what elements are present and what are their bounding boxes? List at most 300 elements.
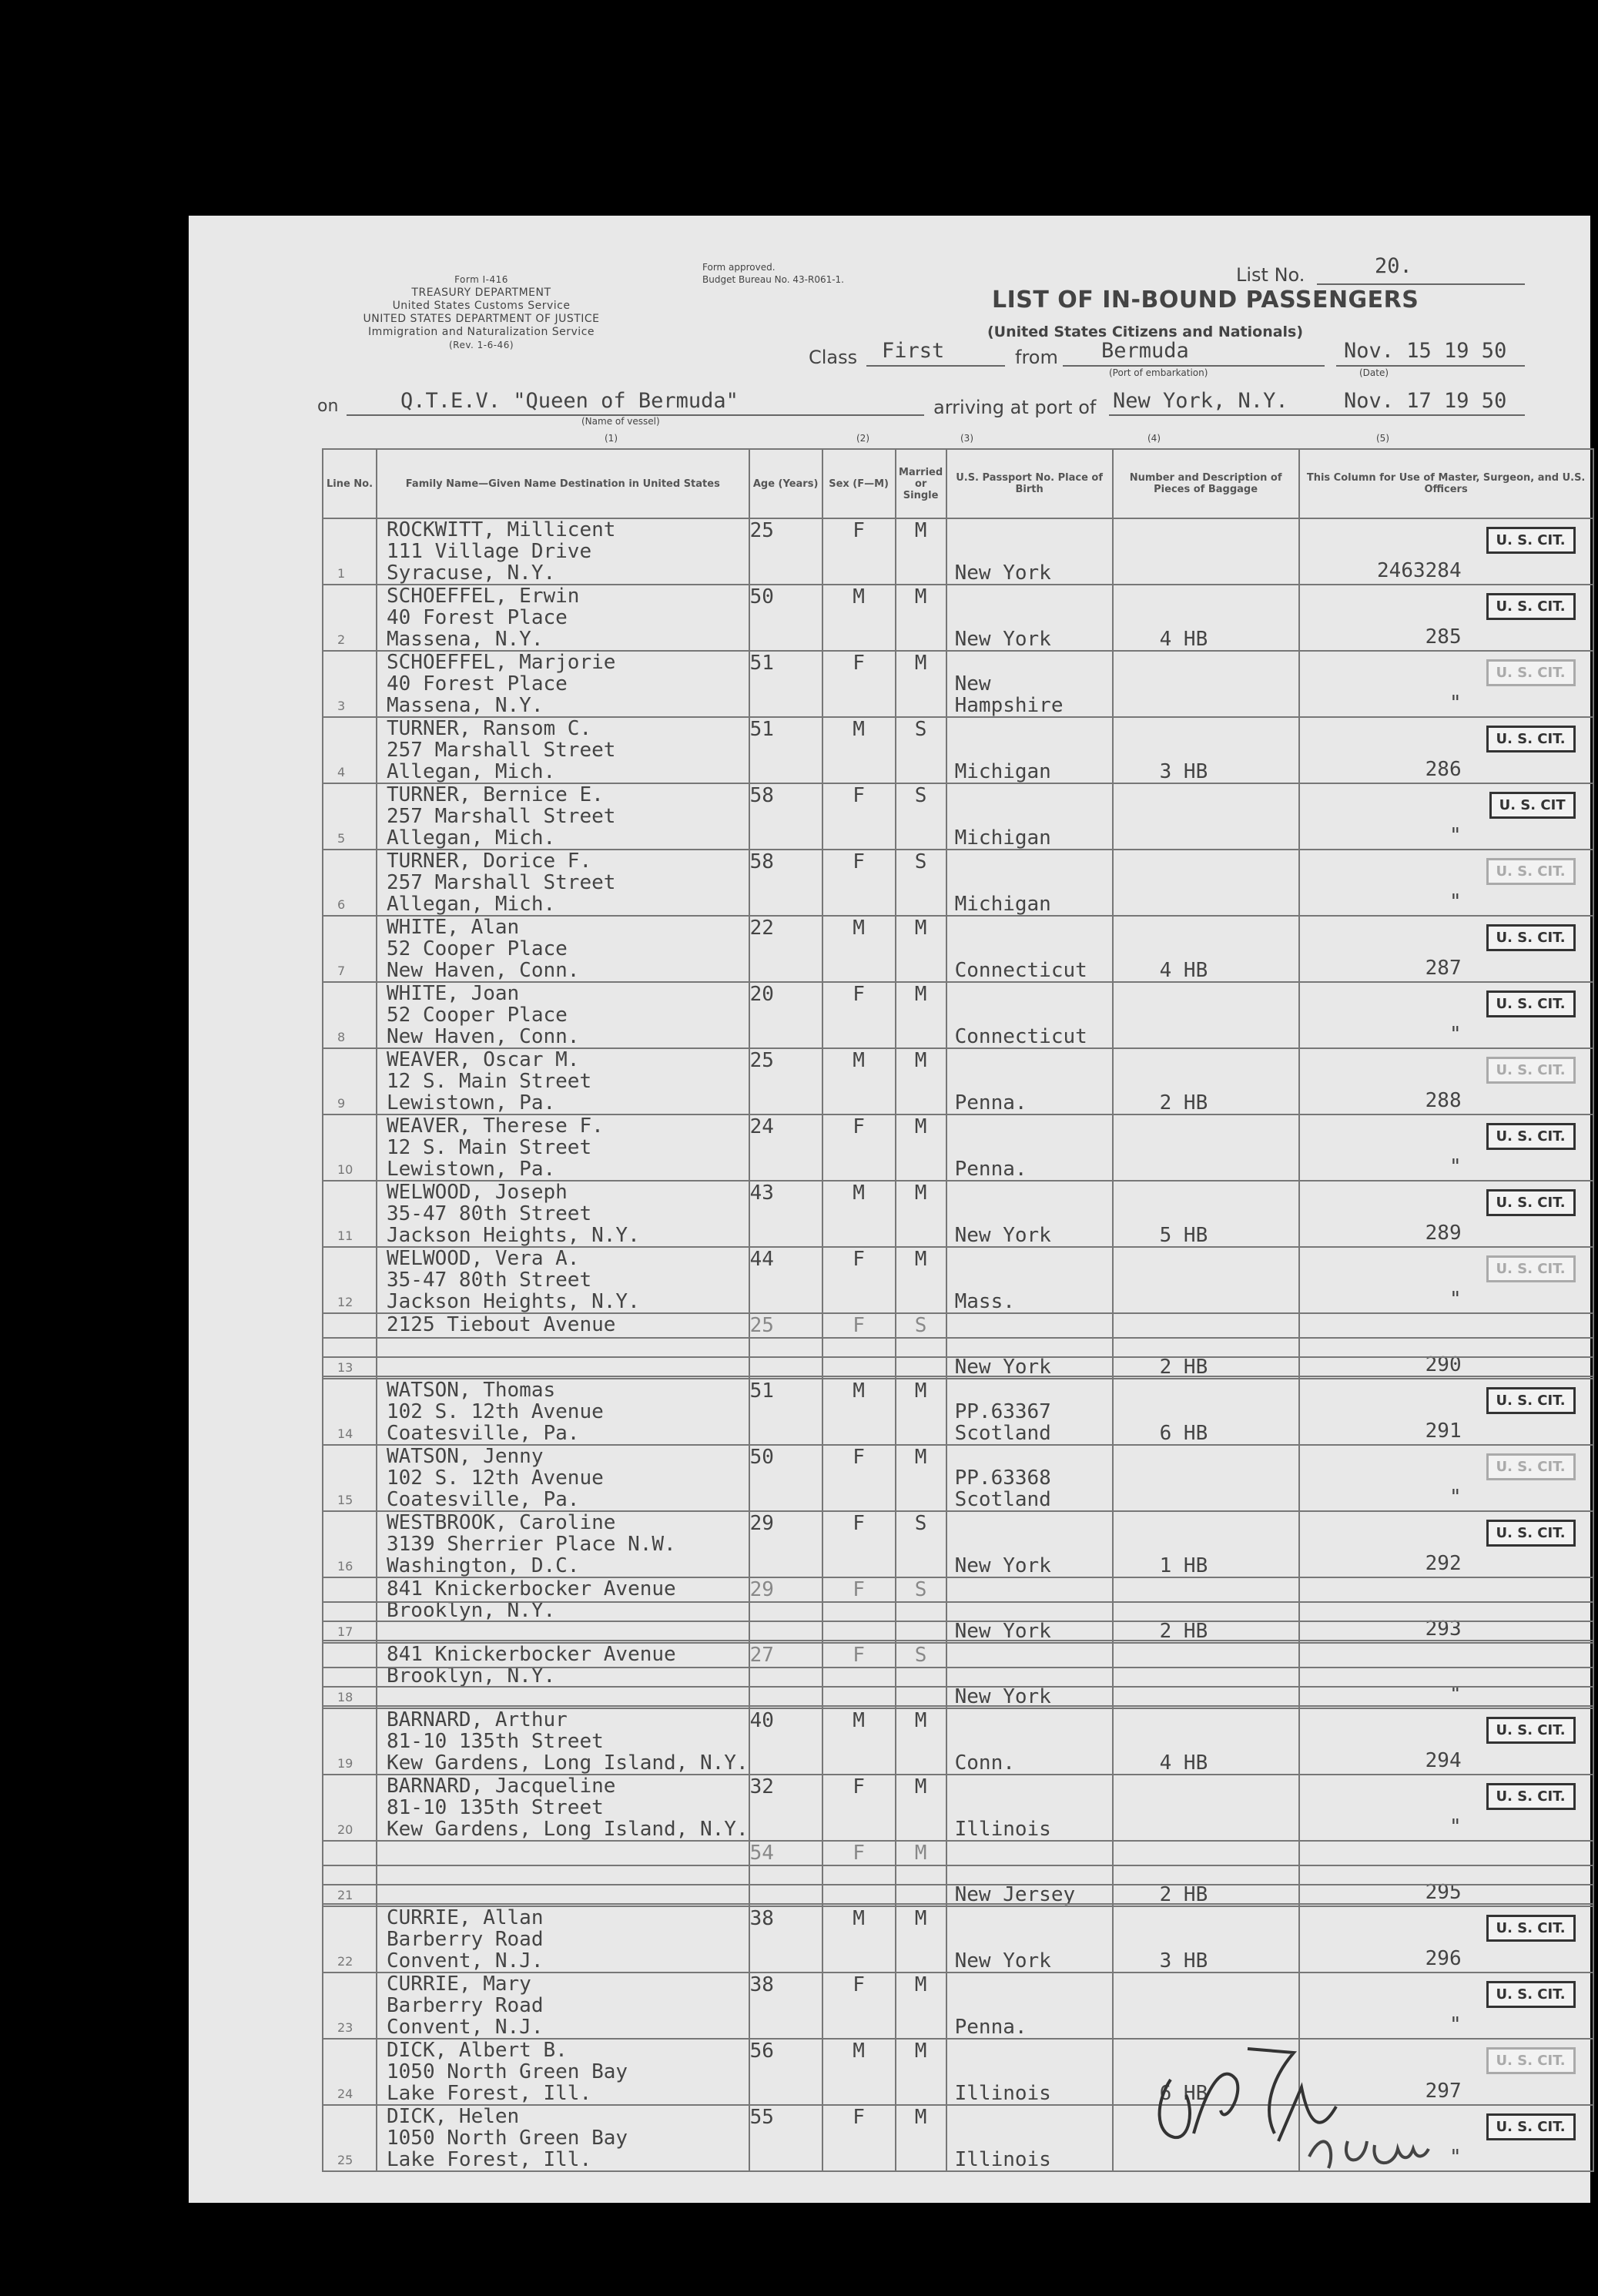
marital-cell bbox=[896, 1247, 946, 1313]
marital-cell bbox=[896, 1906, 946, 1973]
place-of-birth: Illinois bbox=[954, 2082, 1051, 2105]
age-cell bbox=[749, 1048, 822, 1114]
marital-value: M bbox=[914, 1842, 927, 1865]
sex-cell bbox=[822, 1379, 896, 1445]
baggage-cell bbox=[1113, 1181, 1299, 1247]
passenger-name: DICK, Helen bbox=[387, 2105, 520, 2128]
place-cell bbox=[946, 585, 1113, 651]
age-value: 56 bbox=[749, 2040, 774, 2063]
strikethrough-line bbox=[750, 1884, 822, 1885]
col-header-sex: Sex (F—M) bbox=[822, 449, 896, 518]
marital-value: M bbox=[914, 1973, 927, 1996]
col-header-age: Age (Years) bbox=[749, 449, 822, 518]
marital-cell bbox=[896, 850, 946, 916]
baggage-cell bbox=[1113, 518, 1299, 585]
line-number: 6 bbox=[337, 897, 346, 912]
col-header-name: Family Name—Given Name Destination in United States bbox=[377, 449, 749, 518]
us-citizen-stamp: U. S. CIT. bbox=[1486, 990, 1576, 1017]
marital-value: M bbox=[914, 1115, 927, 1138]
address-line-1: 3139 Sherrier Place N.W. bbox=[387, 1533, 676, 1556]
table-row bbox=[323, 651, 1593, 717]
name-cell bbox=[377, 1906, 749, 1973]
address-line-1: 35-47 80th Street bbox=[387, 1269, 592, 1292]
line-number: 16 bbox=[337, 1559, 353, 1574]
class-label: Class bbox=[809, 347, 858, 368]
officer-number: " bbox=[1449, 890, 1462, 913]
age-cell bbox=[749, 1181, 822, 1247]
strikethrough-line bbox=[896, 1640, 946, 1641]
sex-value: F bbox=[853, 1115, 865, 1138]
us-citizen-stamp: U. S. CIT. bbox=[1486, 1915, 1576, 1942]
strikethrough-line bbox=[947, 1686, 1112, 1688]
name-cell bbox=[377, 1973, 749, 2039]
strikethrough-line bbox=[1300, 1705, 1593, 1707]
officer-number: 2463284 bbox=[1377, 559, 1462, 582]
place-of-birth: New Jersey bbox=[954, 1883, 1076, 1906]
strikethrough-line bbox=[947, 1601, 1112, 1603]
officer-number: 286 bbox=[1425, 758, 1462, 781]
marital-value: M bbox=[914, 1379, 927, 1403]
address-line-2: Convent, N.J. bbox=[387, 2016, 544, 2039]
line-number-cell bbox=[323, 1181, 377, 1247]
strikethrough-line bbox=[947, 1640, 1112, 1641]
strikethrough-line bbox=[377, 1376, 749, 1377]
age-value: 43 bbox=[749, 1182, 774, 1205]
sex-cell bbox=[822, 585, 896, 651]
officer-number: " bbox=[1449, 1023, 1462, 1046]
age-cell bbox=[749, 2105, 822, 2171]
marital-cell bbox=[896, 2105, 946, 2171]
address-line-1: 35-47 80th Street bbox=[387, 1202, 592, 1225]
arriving-label: arriving at port of bbox=[933, 397, 1097, 418]
strikethrough-line bbox=[1300, 1903, 1593, 1905]
sex-cell bbox=[822, 651, 896, 717]
vessel-caption: (Name of vessel) bbox=[581, 416, 660, 427]
line-number-cell bbox=[323, 1708, 377, 1775]
sex-cell bbox=[822, 982, 896, 1048]
officer-number: " bbox=[1449, 1288, 1462, 1311]
place-of-birth: Illinois bbox=[954, 1818, 1051, 1841]
strikethrough-line bbox=[947, 1376, 1112, 1377]
place-of-birth: New York bbox=[954, 561, 1051, 585]
baggage-cell bbox=[1113, 982, 1299, 1048]
marital-value: M bbox=[914, 519, 927, 542]
address-line-1: 257 Marshall Street bbox=[387, 739, 616, 762]
strikethrough-line bbox=[323, 1601, 376, 1603]
baggage-cell bbox=[1113, 850, 1299, 916]
line-number: 2 bbox=[337, 632, 346, 647]
us-citizen-stamp: U. S. CIT. bbox=[1486, 1189, 1576, 1216]
strikethrough-line bbox=[1300, 1621, 1593, 1622]
marital-cell bbox=[896, 1511, 946, 1577]
sex-cell bbox=[822, 1511, 896, 1577]
passenger-name: BARNARD, Jacqueline bbox=[387, 1775, 616, 1798]
age-cell bbox=[749, 2039, 822, 2105]
baggage-cell bbox=[1113, 783, 1299, 850]
officer-number: 288 bbox=[1425, 1089, 1462, 1112]
strikethrough-line bbox=[896, 1601, 946, 1603]
strikethrough-line bbox=[896, 1705, 946, 1707]
passenger-name: WHITE, Joan bbox=[387, 982, 520, 1005]
address-line-1: 12 S. Main Street bbox=[387, 1070, 592, 1093]
baggage-count: 2 HB bbox=[1159, 1883, 1208, 1906]
place-cell bbox=[946, 1114, 1113, 1181]
address-line-2: New Haven, Conn. bbox=[387, 959, 580, 982]
line-number: 10 bbox=[337, 1162, 353, 1177]
marital-value: M bbox=[914, 1709, 927, 1732]
passenger-name: WHITE, Alan bbox=[387, 916, 520, 939]
line-number-cell bbox=[323, 2039, 377, 2105]
name-cell bbox=[377, 916, 749, 982]
strikethrough-line bbox=[750, 1705, 822, 1707]
baggage-cell bbox=[1113, 1973, 1299, 2039]
officers-cell bbox=[1299, 916, 1593, 982]
place-of-birth: Illinois bbox=[954, 2148, 1051, 2171]
strikethrough-line bbox=[750, 1667, 822, 1668]
us-citizen-stamp: U. S. CIT. bbox=[1486, 593, 1576, 620]
place-of-birth: New York bbox=[954, 1224, 1051, 1247]
address-line-2: Syracuse, N.Y. bbox=[387, 561, 556, 585]
age-value: 27 bbox=[749, 1644, 774, 1667]
baggage-cell bbox=[1113, 1313, 1299, 1379]
us-citizen-stamp: U. S. CIT. bbox=[1486, 1255, 1576, 1282]
line-number-cell bbox=[323, 651, 377, 717]
line-number-cell bbox=[323, 1906, 377, 1973]
col-header-line: Line No. bbox=[323, 449, 377, 518]
sex-cell bbox=[822, 518, 896, 585]
address-line-1: 12 S. Main Street bbox=[387, 1136, 592, 1159]
sex-cell bbox=[822, 1973, 896, 2039]
marital-cell bbox=[896, 1643, 946, 1708]
age-value: 25 bbox=[749, 519, 774, 542]
officer-number: 296 bbox=[1425, 1947, 1462, 1970]
line-number: 12 bbox=[337, 1295, 353, 1309]
passenger-name: ROCKWITT, Millicent bbox=[387, 518, 616, 541]
strikethrough-line bbox=[823, 1705, 895, 1707]
strikethrough-line bbox=[1300, 1686, 1593, 1688]
place-cell bbox=[946, 1048, 1113, 1114]
sex-cell bbox=[822, 783, 896, 850]
marital-cell bbox=[896, 1048, 946, 1114]
officer-number: " bbox=[1449, 692, 1462, 715]
line-number: 18 bbox=[337, 1690, 353, 1704]
table-row bbox=[323, 1445, 1593, 1511]
marital-cell bbox=[896, 916, 946, 982]
address-line-2: Lewistown, Pa. bbox=[387, 1158, 556, 1181]
strikethrough-line bbox=[896, 1865, 946, 1866]
marital-value: M bbox=[914, 585, 927, 608]
table-row bbox=[323, 1973, 1593, 2039]
vessel-name: Q.T.E.V. "Queen of Bermuda" bbox=[400, 389, 739, 413]
place-cell bbox=[946, 1511, 1113, 1577]
table-row bbox=[323, 850, 1593, 916]
class-value: First bbox=[882, 339, 945, 363]
line-number-cell bbox=[323, 1511, 377, 1577]
line-number-cell bbox=[323, 1775, 377, 1841]
name-cell bbox=[377, 1048, 749, 1114]
table-row bbox=[323, 783, 1593, 850]
place-of-birth: PP.63368 Scotland bbox=[954, 1466, 1051, 1511]
officers-cell bbox=[1299, 1643, 1593, 1708]
address-line-1: 102 S. 12th Avenue bbox=[387, 1466, 604, 1490]
sex-value: M bbox=[853, 585, 865, 608]
address-line-1: 40 Forest Place bbox=[387, 672, 568, 696]
officers-cell bbox=[1299, 585, 1593, 651]
age-cell bbox=[749, 1906, 822, 1973]
age-value: 58 bbox=[749, 784, 774, 807]
officers-cell bbox=[1299, 1114, 1593, 1181]
age-value: 24 bbox=[749, 1115, 774, 1138]
strikethrough-line bbox=[1300, 1667, 1593, 1668]
name-cell bbox=[377, 1445, 749, 1511]
strikethrough-line bbox=[823, 1337, 895, 1339]
us-citizen-stamp: U. S. CIT. bbox=[1486, 726, 1576, 752]
sex-value: F bbox=[853, 850, 865, 873]
passenger-name: WEAVER, Oscar M. bbox=[387, 1048, 580, 1071]
sex-value: M bbox=[853, 1709, 865, 1732]
baggage-cell bbox=[1113, 1775, 1299, 1841]
age-value: 38 bbox=[749, 1907, 774, 1930]
age-cell bbox=[749, 1445, 822, 1511]
marital-value: M bbox=[914, 1049, 927, 1072]
us-citizen-stamp: U. S. CIT. bbox=[1486, 1520, 1576, 1547]
address-line-2: Massena, N.Y. bbox=[387, 628, 544, 651]
strikethrough-line bbox=[323, 1903, 376, 1905]
sex-cell bbox=[822, 1313, 896, 1379]
baggage-count: 4 HB bbox=[1159, 628, 1208, 651]
justice-dept: UNITED STATES DEPARTMENT OF JUSTICE bbox=[363, 313, 600, 325]
address-line-2: Massena, N.Y. bbox=[387, 694, 544, 717]
officers-cell bbox=[1299, 1511, 1593, 1577]
sex-cell bbox=[822, 1181, 896, 1247]
passenger-name: CURRIE, Allan bbox=[387, 1906, 544, 1929]
place-of-birth: New York bbox=[954, 1620, 1051, 1643]
address-line-1: 81-10 135th Street bbox=[387, 1796, 604, 1819]
strikethrough-line bbox=[323, 1705, 376, 1707]
address-line-2: Kew Gardens, Long Island, N.Y. bbox=[387, 1818, 749, 1841]
line-number: 11 bbox=[337, 1228, 353, 1243]
sex-cell bbox=[822, 1643, 896, 1708]
sex-value: F bbox=[853, 1512, 865, 1535]
table-row bbox=[323, 982, 1593, 1048]
list-no-value: 20. bbox=[1375, 254, 1412, 278]
from-label: from bbox=[1015, 347, 1058, 368]
age-cell bbox=[749, 1643, 822, 1708]
place-cell bbox=[946, 1775, 1113, 1841]
marital-cell bbox=[896, 1379, 946, 1445]
age-cell bbox=[749, 916, 822, 982]
name-cell bbox=[377, 1313, 749, 1379]
place-cell bbox=[946, 1181, 1113, 1247]
address-line-2: Jackson Heights, N.Y. bbox=[387, 1290, 640, 1313]
address-line-1: 102 S. 12th Avenue bbox=[387, 1400, 604, 1423]
line-number-cell bbox=[323, 1841, 377, 1906]
place-of-birth: Michigan bbox=[954, 893, 1051, 916]
age-cell bbox=[749, 1247, 822, 1313]
strikethrough-line bbox=[377, 1686, 749, 1688]
marital-cell bbox=[896, 1973, 946, 2039]
place-of-birth: New Hampshire bbox=[954, 672, 1064, 717]
sex-value: F bbox=[853, 784, 865, 807]
place-cell bbox=[946, 1577, 1113, 1643]
line-number: 3 bbox=[337, 699, 346, 713]
sex-cell bbox=[822, 1775, 896, 1841]
strikethrough-line bbox=[1300, 1640, 1593, 1641]
marital-value: M bbox=[914, 2040, 927, 2063]
line-number-cell bbox=[323, 850, 377, 916]
marital-value: S bbox=[914, 1512, 927, 1535]
name-cell bbox=[377, 651, 749, 717]
place-cell bbox=[946, 1973, 1113, 2039]
table-row bbox=[323, 1577, 1593, 1643]
us-citizen-stamp: U. S. CIT. bbox=[1486, 1057, 1576, 1084]
baggage-cell bbox=[1113, 1379, 1299, 1445]
age-value: 20 bbox=[749, 983, 774, 1006]
strikethrough-line bbox=[1300, 1865, 1593, 1866]
departure-date: Nov. 15 19 50 bbox=[1344, 339, 1507, 363]
baggage-count: 2 HB bbox=[1159, 1620, 1208, 1643]
sex-cell bbox=[822, 2105, 896, 2171]
strikethrough-line bbox=[323, 1356, 376, 1358]
line-number: 1 bbox=[337, 566, 346, 581]
marital-cell bbox=[896, 1775, 946, 1841]
line-number: 8 bbox=[337, 1030, 346, 1044]
place-cell bbox=[946, 2105, 1113, 2171]
col-num-4: (4) bbox=[1147, 433, 1161, 444]
strikethrough-line bbox=[947, 1337, 1112, 1339]
address-line-2: Allegan, Mich. bbox=[387, 893, 556, 916]
strikethrough-line bbox=[1300, 1601, 1593, 1603]
from-caption: (Port of embarkation) bbox=[1109, 367, 1208, 378]
us-citizen-stamp: U. S. CIT. bbox=[1486, 1387, 1576, 1414]
strikethrough-line bbox=[947, 1865, 1112, 1866]
age-value: 22 bbox=[749, 917, 774, 940]
sex-value: F bbox=[853, 1578, 865, 1601]
us-citizen-stamp: U. S. CIT. bbox=[1486, 2113, 1576, 2140]
place-of-birth: New York bbox=[954, 1554, 1051, 1577]
age-cell bbox=[749, 651, 822, 717]
strikethrough-line bbox=[896, 1337, 946, 1339]
officer-number: 292 bbox=[1425, 1552, 1462, 1575]
place-of-birth: Michigan bbox=[954, 760, 1051, 783]
us-citizen-stamp: U. S. CIT. bbox=[1486, 1783, 1576, 1810]
address-line-2: Coatesville, Pa. bbox=[387, 1488, 580, 1511]
table-row bbox=[323, 585, 1593, 651]
age-value: 40 bbox=[749, 1709, 774, 1732]
strikethrough-line bbox=[1300, 1376, 1593, 1377]
baggage-count: 6 HB bbox=[1159, 1422, 1208, 1445]
name-cell bbox=[377, 1247, 749, 1313]
age-value: 54 bbox=[749, 1842, 774, 1865]
address-line-2: Lake Forest, Ill. bbox=[387, 2148, 592, 2171]
officers-cell bbox=[1299, 1973, 1593, 2039]
officer-number: 291 bbox=[1425, 1419, 1462, 1443]
passenger-name: DICK, Albert B. bbox=[387, 2039, 568, 2062]
baggage-count: 4 HB bbox=[1159, 1751, 1208, 1775]
us-citizen-stamp: U. S. CIT. bbox=[1486, 527, 1576, 554]
age-value: 25 bbox=[749, 1049, 774, 1072]
strikethrough-line bbox=[1114, 1686, 1298, 1688]
strikethrough-line bbox=[1114, 1705, 1298, 1707]
line-number: 20 bbox=[337, 1822, 353, 1837]
place-of-birth: New York bbox=[954, 628, 1051, 651]
marital-cell bbox=[896, 1181, 946, 1247]
strikethrough-line bbox=[1300, 1356, 1593, 1358]
baggage-cell bbox=[1113, 717, 1299, 783]
on-label: on bbox=[317, 397, 339, 416]
address-line-2: New Haven, Conn. bbox=[387, 1025, 580, 1048]
marital-value: M bbox=[914, 1907, 927, 1930]
strikethrough-line bbox=[377, 1337, 749, 1339]
us-citizen-stamp: U. S. CIT. bbox=[1486, 2047, 1576, 2074]
arrival-port: New York, N.Y. bbox=[1113, 389, 1288, 413]
strikethrough-line bbox=[750, 1865, 822, 1866]
baggage-cell bbox=[1113, 1841, 1299, 1906]
marital-value: M bbox=[914, 1182, 927, 1205]
sex-value: F bbox=[853, 983, 865, 1006]
baggage-cell bbox=[1113, 1577, 1299, 1643]
treasury-dept: TREASURY DEPARTMENT bbox=[411, 287, 551, 299]
officers-cell bbox=[1299, 518, 1593, 585]
sex-value: F bbox=[853, 1775, 865, 1798]
place-cell bbox=[946, 982, 1113, 1048]
line-number: 15 bbox=[337, 1493, 353, 1507]
table-row bbox=[323, 1114, 1593, 1181]
table-row bbox=[323, 518, 1593, 585]
strikethrough-line bbox=[323, 1621, 376, 1622]
baggage-count: 3 HB bbox=[1159, 1949, 1208, 1973]
officer-number: " bbox=[1449, 1815, 1462, 1838]
age-value: 38 bbox=[749, 1973, 774, 1996]
officers-cell bbox=[1299, 982, 1593, 1048]
address-line-1: 52 Cooper Place bbox=[387, 937, 568, 960]
line-number: 13 bbox=[337, 1360, 353, 1375]
marital-value: M bbox=[914, 1775, 927, 1798]
officers-cell bbox=[1299, 717, 1593, 783]
sex-value: M bbox=[853, 917, 865, 940]
arrival-date: Nov. 17 19 50 bbox=[1344, 389, 1507, 413]
strikethrough-line bbox=[1114, 1601, 1298, 1603]
place-cell bbox=[946, 651, 1113, 717]
table-row bbox=[323, 1181, 1593, 1247]
baggage-count: 4 HB bbox=[1159, 959, 1208, 982]
age-cell bbox=[749, 717, 822, 783]
age-value: 58 bbox=[749, 850, 774, 873]
address-line-1: 841 Knickerbocker Avenue bbox=[387, 1577, 676, 1600]
table-row bbox=[323, 1775, 1593, 1841]
officers-cell bbox=[1299, 1577, 1593, 1643]
marital-value: M bbox=[914, 917, 927, 940]
line-number: 7 bbox=[337, 964, 346, 978]
marital-cell bbox=[896, 717, 946, 783]
strikethrough-line bbox=[823, 1356, 895, 1358]
marital-cell bbox=[896, 518, 946, 585]
us-citizen-stamp: U. S. CIT bbox=[1489, 792, 1576, 819]
list-no-label: List No. bbox=[1236, 264, 1305, 286]
age-value: 29 bbox=[749, 1578, 774, 1601]
address-line-2: Allegan, Mich. bbox=[387, 760, 556, 783]
officer-number: " bbox=[1449, 824, 1462, 847]
strikethrough-line bbox=[323, 1667, 376, 1668]
officers-cell bbox=[1299, 1906, 1593, 1973]
officer-number: 289 bbox=[1425, 1222, 1462, 1245]
name-cell bbox=[377, 1511, 749, 1577]
address-line-1: 40 Forest Place bbox=[387, 606, 568, 629]
officers-cell bbox=[1299, 783, 1593, 850]
col-header-officers: This Column for Use of Master, Surgeon, and U.S. Officers bbox=[1299, 449, 1593, 518]
marital-value: S bbox=[914, 784, 927, 807]
sex-value: F bbox=[853, 1314, 865, 1337]
